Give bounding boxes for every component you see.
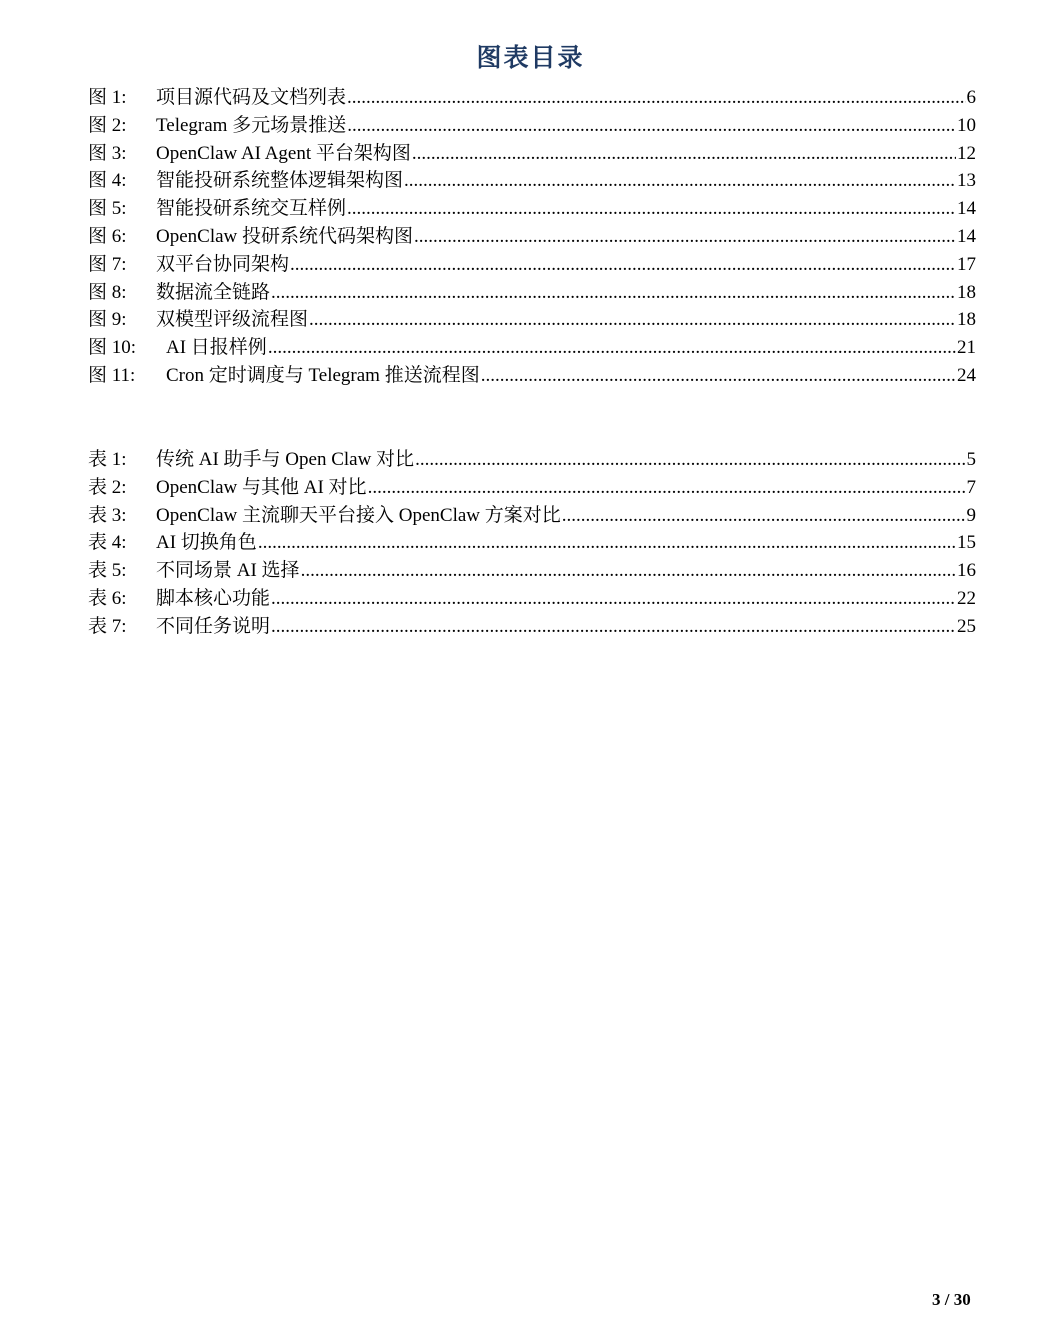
table-entry[interactable]: [88, 613, 976, 641]
dot-leader: [412, 140, 956, 168]
dot-leader: [415, 446, 965, 474]
dot-leader: [414, 223, 956, 251]
figure-entry[interactable]: [88, 140, 976, 168]
page-number: 3 / 30: [932, 1290, 971, 1309]
figure-label: 图 11:: [88, 364, 136, 386]
figure-title: Cron 定时调度与 Telegram 推送流程图: [166, 364, 480, 386]
table-label: 表 2:: [88, 476, 127, 498]
figure-label: 图 7:: [88, 253, 127, 275]
figure-page: 14: [957, 198, 976, 220]
dot-leader: [368, 474, 966, 502]
dot-leader: [347, 195, 956, 223]
figure-label: 图 3:: [88, 142, 127, 164]
figure-label: 图 6:: [88, 225, 127, 247]
table-title: AI 切换角色: [156, 532, 257, 554]
dot-leader: [347, 112, 956, 140]
figure-entry[interactable]: [88, 334, 976, 362]
figure-page: 12: [957, 142, 976, 164]
figure-entry[interactable]: [88, 223, 976, 251]
figure-page: 17: [957, 253, 976, 275]
figure-label: 图 9:: [88, 309, 127, 331]
figure-label: 图 1:: [88, 87, 127, 108]
figure-label: 图 5:: [88, 198, 127, 220]
table-page: 15: [957, 532, 976, 554]
dot-leader: [562, 502, 966, 530]
table-title: 不同场景 AI 选择: [156, 560, 300, 582]
table-entry[interactable]: [88, 529, 976, 557]
figure-title: 项目源代码及文档列表: [156, 87, 347, 108]
table-entry[interactable]: [88, 446, 976, 474]
figure-page: 18: [957, 309, 976, 331]
table-list: [88, 446, 976, 641]
table-label: 表 4:: [88, 532, 127, 554]
dot-leader: [271, 279, 956, 307]
figure-title: Telegram 多元场景推送: [156, 114, 347, 136]
figure-list: [88, 84, 976, 390]
figure-label: 图 10:: [88, 337, 137, 359]
dot-leader: [258, 529, 956, 557]
dot-leader: [301, 557, 956, 585]
page-title: 图表目录: [476, 43, 585, 72]
figure-entry[interactable]: [88, 195, 976, 223]
figure-title: 数据流全链路: [156, 281, 271, 303]
figure-title: 双平台协同架构: [156, 253, 290, 275]
dot-leader: [268, 334, 956, 362]
table-page: 7: [966, 476, 976, 498]
figure-label: 图 2:: [88, 114, 127, 136]
table-entry[interactable]: [88, 502, 976, 530]
figure-label: 图 4:: [88, 170, 127, 192]
figure-title: OpenClaw AI Agent 平台架构图: [156, 142, 411, 164]
dot-leader: [347, 84, 965, 112]
figure-entry[interactable]: [88, 362, 976, 390]
figure-title: 智能投研系统整体逻辑架构图: [156, 170, 404, 192]
dot-leader: [309, 306, 956, 334]
table-title: 脚本核心功能: [156, 587, 271, 609]
dot-leader: [404, 167, 956, 195]
figure-entry[interactable]: [88, 84, 976, 112]
table-title: OpenClaw 与其他 AI 对比: [156, 476, 367, 498]
figure-page: 24: [957, 364, 976, 386]
table-page: 5: [966, 449, 976, 470]
figure-title: AI 日报样例: [166, 337, 267, 359]
figure-page: 14: [957, 225, 976, 247]
figure-title: 智能投研系统交互样例: [156, 198, 347, 220]
figure-title: OpenClaw 投研系统代码架构图: [156, 225, 414, 247]
figure-page: 18: [957, 281, 976, 303]
figure-page: 21: [957, 337, 976, 359]
table-label: 表 5:: [88, 560, 127, 582]
figure-entry[interactable]: [88, 167, 976, 195]
table-entry[interactable]: [88, 474, 976, 502]
table-page: 22: [957, 587, 976, 609]
table-title: OpenClaw 主流聊天平台接入 OpenClaw 方案对比: [156, 504, 561, 526]
table-title: 传统 AI 助手与 Open Claw 对比: [156, 449, 415, 470]
table-label: 表 3:: [88, 504, 127, 526]
figure-title: 双模型评级流程图: [156, 309, 309, 331]
dot-leader: [481, 362, 956, 390]
table-label: 表 6:: [88, 587, 127, 609]
table-label: 表 1:: [88, 449, 127, 470]
dot-leader: [290, 251, 956, 279]
table-page: 25: [957, 615, 976, 637]
table-entry[interactable]: [88, 585, 976, 613]
dot-leader: [271, 585, 956, 613]
figure-page: 13: [957, 170, 976, 192]
figure-page: 6: [966, 87, 976, 108]
figure-entry[interactable]: [88, 112, 976, 140]
table-page: 16: [957, 560, 976, 582]
table-label: 表 7:: [88, 615, 127, 637]
figure-label: 图 8:: [88, 281, 127, 303]
figure-entry[interactable]: [88, 279, 976, 307]
table-entry[interactable]: [88, 557, 976, 585]
figure-entry[interactable]: [88, 251, 976, 279]
table-page: 9: [966, 504, 976, 526]
dot-leader: [271, 613, 956, 641]
figure-page: 10: [957, 114, 976, 136]
figure-entry[interactable]: [88, 306, 976, 334]
table-title: 不同任务说明: [156, 615, 271, 637]
